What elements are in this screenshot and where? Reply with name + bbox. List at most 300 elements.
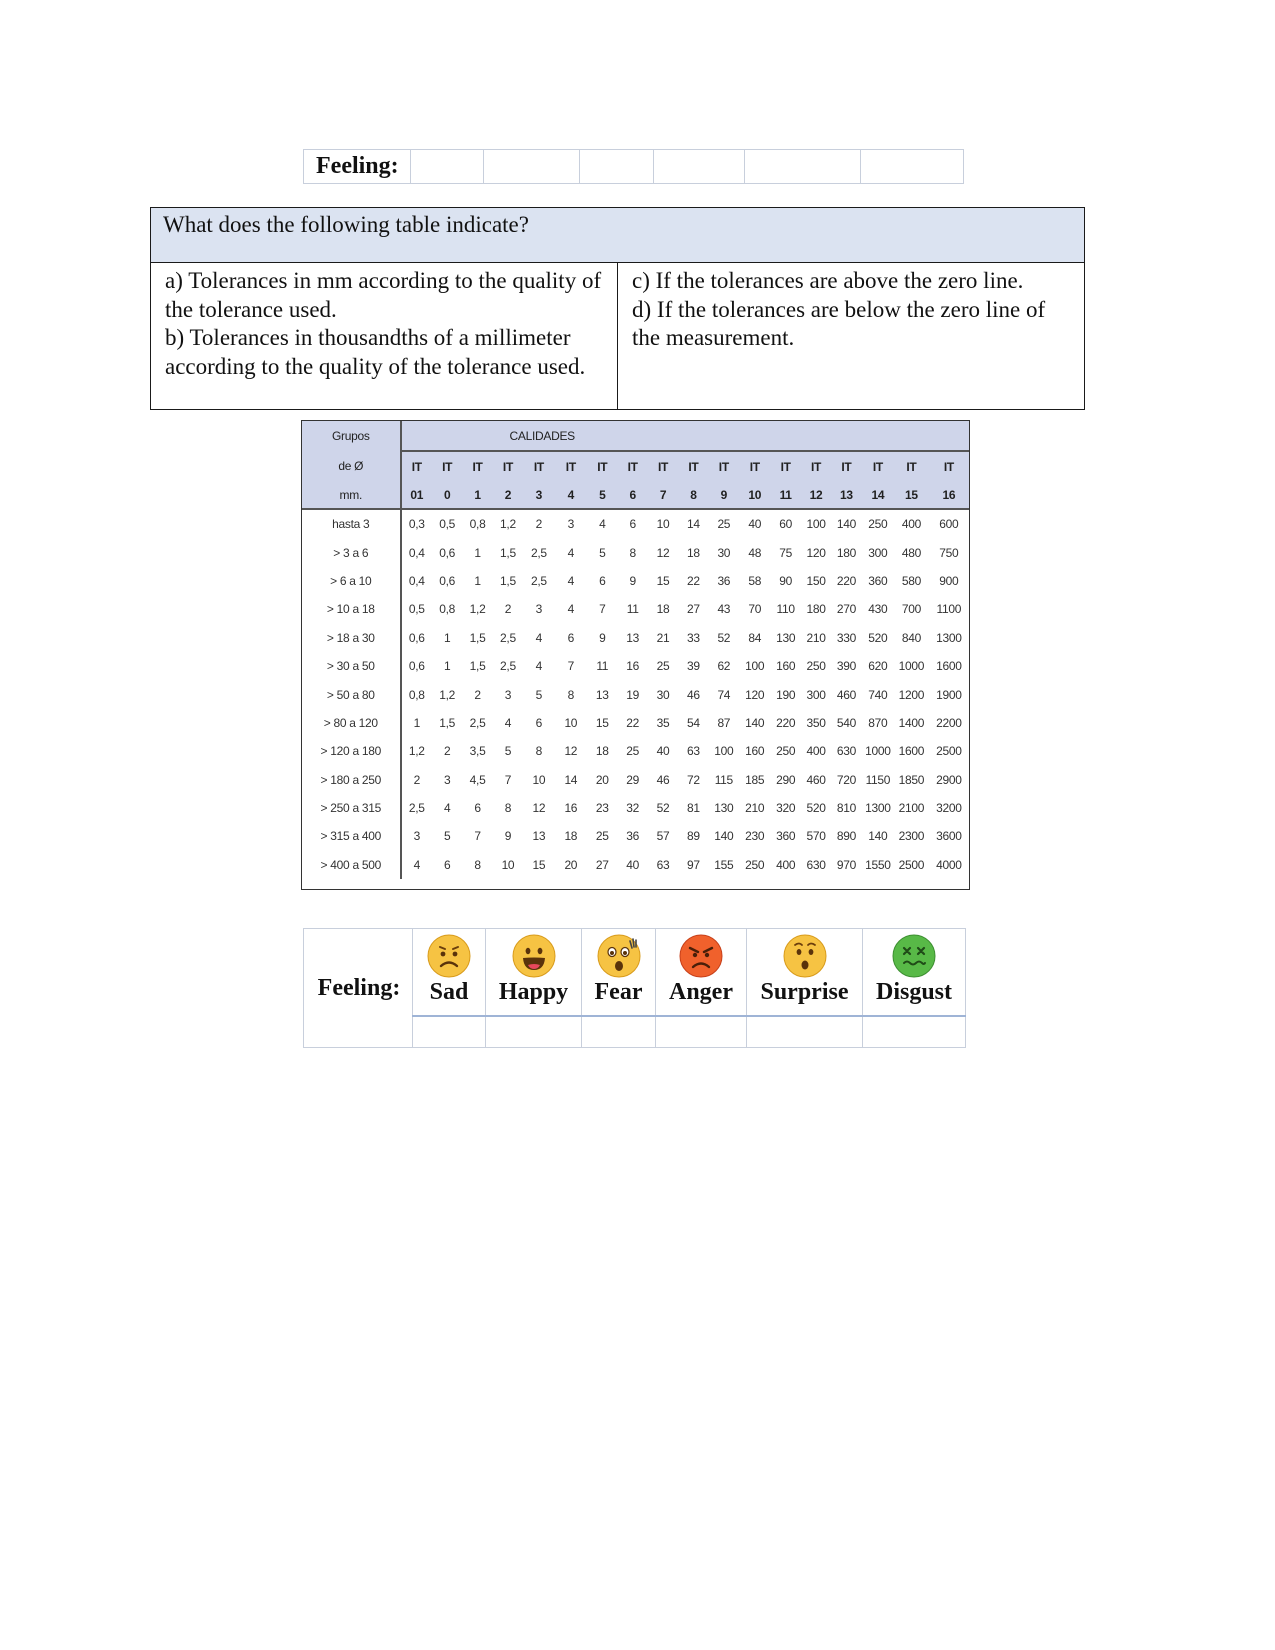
tolerance-value: 1 [443, 630, 451, 645]
grade-number: 1 [462, 481, 492, 509]
tolerance-value: 0,3 [408, 517, 425, 532]
tolerance-value: 48 [748, 545, 762, 560]
tolerance-value: 480 [901, 545, 921, 560]
feeling-answer-surprise[interactable] [747, 1016, 863, 1048]
tolerance-value: 1 [474, 573, 481, 588]
tolerance-value: 740 [868, 687, 888, 702]
tolerance-value: 5 [504, 744, 512, 759]
tolerance-value: 2,5 [500, 630, 516, 645]
tolerance-value: 220 [776, 715, 796, 730]
tolerance-value: 300 [868, 545, 888, 560]
diameter-group: > 80 a 120 [302, 709, 401, 737]
tolerance-value: 0,6 [408, 659, 425, 674]
tolerance-value: 43 [717, 602, 731, 617]
feeling-cell-fear[interactable] [580, 150, 654, 184]
tolerance-value: 25 [717, 517, 731, 532]
tolerance-value: 250 [776, 744, 796, 759]
table-row [302, 794, 969, 822]
tolerance-value: 25 [626, 744, 640, 759]
tolerance-value: 5 [599, 545, 606, 560]
tolerance-value: 120 [745, 687, 765, 702]
diameter-group: > 3 a 6 [302, 538, 401, 566]
tolerance-value: 20 [595, 772, 609, 787]
grade-number: 7 [648, 481, 678, 509]
table-row [302, 509, 969, 538]
options-right [618, 263, 1085, 410]
tolerance-value: 250 [745, 857, 765, 872]
diameter-group: > 120 a 180 [302, 737, 401, 765]
tolerance-value: 580 [901, 573, 921, 588]
emotion-label: Anger [669, 979, 733, 1005]
tolerance-value: 970 [836, 857, 856, 872]
tolerance-value: 270 [836, 602, 856, 617]
tolerance-value: 40 [748, 517, 762, 532]
tolerance-value: 0,8 [469, 517, 486, 532]
it-prefix-01: IT [401, 451, 432, 481]
tolerance-value: 46 [656, 772, 670, 787]
tolerance-value: 400 [776, 857, 796, 872]
tolerance-value: 1550 [865, 857, 891, 872]
diameter-group: > 180 a 250 [302, 766, 401, 794]
tolerance-value: 0,8 [439, 602, 456, 617]
tolerance-value: 1 [443, 659, 451, 674]
tolerance-value: 14 [687, 517, 700, 532]
feeling-cell-disgust[interactable] [861, 150, 964, 184]
table-row [302, 595, 969, 623]
tolerance-value: 12 [564, 744, 578, 759]
tolerance-value: 12 [656, 545, 670, 560]
tolerance-value: 2 [413, 772, 420, 787]
tolerance-value: 1150 [865, 772, 891, 787]
tolerance-value: 6 [629, 517, 636, 532]
tolerance-value: 2200 [936, 715, 962, 730]
tolerance-value: 25 [656, 659, 670, 674]
tolerance-value: 720 [836, 772, 856, 787]
tolerance-value: 40 [626, 857, 640, 872]
tolerance-value: 52 [656, 801, 670, 816]
tolerance-value: 520 [806, 801, 826, 816]
feeling-answer-anger[interactable] [656, 1016, 747, 1048]
tolerance-value: 4 [535, 630, 543, 645]
tolerance-value: 1400 [898, 715, 925, 730]
tolerance-value: 1,5 [469, 630, 486, 645]
tolerance-value: 0,4 [408, 573, 425, 588]
happy-face-icon [511, 933, 557, 979]
tolerance-value: 13 [626, 630, 640, 645]
tolerance-value: 27 [595, 857, 609, 872]
grade-number: 11 [770, 481, 800, 509]
tolerance-value: 130 [714, 801, 734, 816]
table-row [302, 538, 969, 566]
tolerance-value: 36 [626, 829, 640, 844]
tolerance-value: 13 [595, 687, 609, 702]
tolerance-value: 1100 [936, 602, 962, 617]
angry-face-icon [678, 933, 724, 979]
tolerance-value: 27 [687, 602, 700, 617]
tolerance-value: 0,6 [439, 573, 456, 588]
tolerance-value: 9 [629, 573, 636, 588]
group-header-line-3: mm. [302, 481, 401, 509]
tolerance-value: 2500 [936, 744, 962, 759]
tolerance-value: 9 [599, 630, 606, 645]
tolerance-value: 89 [687, 829, 700, 844]
tolerance-value: 15 [595, 715, 609, 730]
emotion-label: Fear [594, 979, 643, 1005]
tolerance-value: 400 [901, 517, 921, 532]
emotion-anger[interactable] [656, 929, 747, 1017]
tolerance-value: 30 [717, 545, 731, 560]
it-prefix-8: IT [678, 451, 708, 481]
tolerance-value: 180 [806, 602, 826, 617]
tolerance-value: 630 [806, 857, 826, 872]
tolerance-value: 1 [474, 545, 481, 560]
tolerance-value: 4 [504, 715, 512, 730]
feeling-label: Feeling: [304, 929, 413, 1048]
tolerance-value: 390 [836, 659, 856, 674]
tolerance-value: 840 [901, 630, 921, 645]
tolerance-value: 120 [806, 545, 826, 560]
diameter-group: > 30 a 50 [302, 652, 401, 680]
tolerance-value: 15 [532, 857, 546, 872]
tolerance-value: 6 [474, 801, 481, 816]
tolerance-value: 460 [806, 772, 826, 787]
tolerance-value: 22 [687, 573, 700, 588]
tolerance-value: 430 [868, 602, 888, 617]
table-row [302, 652, 969, 680]
feeling-answer-fear[interactable] [582, 1016, 656, 1048]
tolerance-value: 2 [535, 517, 543, 532]
tolerance-value: 2,5 [469, 715, 486, 730]
tolerance-value: 0,4 [408, 545, 425, 560]
tolerance-value: 12 [532, 801, 546, 816]
tolerance-value: 2100 [898, 801, 925, 816]
tolerance-value: 29 [626, 772, 640, 787]
tolerance-value: 6 [443, 857, 451, 872]
tolerance-value: 60 [779, 517, 793, 532]
grade-number: 3 [523, 481, 554, 509]
grade-number: 14 [862, 481, 894, 509]
tolerance-value: 14 [564, 772, 578, 787]
grade-number: 6 [617, 481, 647, 509]
tolerance-value: 15 [656, 573, 670, 588]
tolerance-value: 4 [535, 659, 543, 674]
tolerance-value: 360 [868, 573, 888, 588]
emotion-label: Sad [429, 979, 469, 1005]
tolerance-value: 4 [567, 545, 574, 560]
tolerance-value: 63 [656, 857, 670, 872]
tolerance-value: 4,5 [469, 772, 486, 787]
grade-number: 2 [493, 481, 523, 509]
tolerance-value: 57 [656, 829, 670, 844]
it-prefix-14: IT [862, 451, 894, 481]
tolerance-value: 160 [745, 744, 765, 759]
tolerance-value: 10 [501, 857, 515, 872]
tolerance-value: 210 [806, 630, 826, 645]
option-d[interactable]: d) If the tolerances are below the zero line of the measurement. [632, 296, 1046, 350]
tolerance-value: 300 [806, 687, 826, 702]
tolerance-value: 100 [806, 517, 826, 532]
it-prefix-5: IT [587, 451, 617, 481]
tolerance-value: 190 [776, 687, 796, 702]
tolerance-value: 6 [535, 715, 543, 730]
tolerance-value: 3 [443, 772, 451, 787]
diameter-group: > 10 a 18 [302, 595, 401, 623]
option-c[interactable]: c) If the tolerances are above the zero line. [632, 268, 1024, 293]
tolerance-value: 2 [474, 687, 481, 702]
tolerance-value: 63 [687, 744, 700, 759]
tolerance-value: 5 [535, 687, 543, 702]
tolerance-value: 16 [564, 801, 578, 816]
emotion-sad[interactable] [413, 929, 486, 1017]
tolerance-value: 52 [717, 630, 731, 645]
tolerance-value: 630 [836, 744, 856, 759]
tolerance-value: 40 [656, 744, 670, 759]
group-header-line-1: Grupos [302, 421, 401, 451]
grade-number: 16 [929, 481, 969, 509]
it-prefix-1: IT [462, 451, 492, 481]
tolerance-value: 75 [779, 545, 793, 560]
tolerance-value: 2,5 [530, 545, 547, 560]
emotion-surprise[interactable] [747, 929, 863, 1017]
tolerance-value: 4 [599, 517, 606, 532]
tolerance-value: 1,5 [500, 545, 516, 560]
tolerance-value: 155 [714, 857, 734, 872]
tolerance-value: 185 [745, 772, 765, 787]
tolerance-value: 10 [532, 772, 546, 787]
tolerance-value: 7 [504, 772, 512, 787]
option-b[interactable]: b) Tolerances in thousandths of a millimeter according to the quality of the tolerance used. [165, 325, 586, 379]
tolerance-value: 2 [443, 744, 451, 759]
tolerance-value: 1900 [936, 687, 962, 702]
tolerance-value: 6 [599, 573, 606, 588]
diameter-group: > 18 a 30 [302, 624, 401, 652]
tolerance-value: 20 [564, 857, 578, 872]
tolerance-value: 100 [714, 744, 734, 759]
tolerance-value: 16 [626, 659, 640, 674]
tolerance-value: 2,5 [530, 573, 547, 588]
feeling-row-top [303, 149, 964, 184]
tolerance-value: 18 [687, 545, 700, 560]
tolerance-value: 8 [504, 801, 512, 816]
grade-number: 5 [587, 481, 617, 509]
tolerance-value: 870 [868, 715, 888, 730]
grade-number: 9 [709, 481, 739, 509]
tolerance-value: 400 [806, 744, 826, 759]
group-header-line-2: de Ø [302, 451, 401, 481]
it-prefix-7: IT [648, 451, 678, 481]
tolerance-value: 360 [776, 829, 796, 844]
tolerance-value: 4 [567, 573, 574, 588]
tolerance-value: 140 [868, 829, 888, 844]
tolerance-value: 18 [564, 829, 578, 844]
it-prefix-0: IT [432, 451, 462, 481]
tolerance-value: 130 [776, 630, 796, 645]
diameter-group: > 315 a 400 [302, 822, 401, 850]
feeling-row-bottom [303, 928, 966, 1048]
tolerance-value: 13 [532, 829, 546, 844]
tolerance-value: 7 [567, 659, 574, 674]
tolerance-value: 3 [535, 602, 543, 617]
emotion-fear[interactable] [582, 929, 656, 1017]
tolerance-value: 2 [504, 602, 512, 617]
tolerance-value: 540 [836, 715, 856, 730]
grade-number: 12 [801, 481, 831, 509]
tolerance-value: 3 [413, 829, 420, 844]
tolerance-value: 1,5 [500, 573, 516, 588]
tolerance-value: 74 [717, 687, 731, 702]
tolerance-value: 32 [626, 801, 640, 816]
table-row [302, 822, 969, 850]
table-row [302, 624, 969, 652]
tolerance-value: 1850 [898, 772, 925, 787]
emotion-label: Happy [498, 979, 569, 1005]
surprised-face-icon [782, 933, 828, 979]
feeling-cell-anger[interactable] [654, 150, 745, 184]
it-prefix-16: IT [929, 451, 969, 481]
tolerance-value: 72 [687, 772, 700, 787]
tolerance-value: 1,2 [469, 602, 486, 617]
tolerance-value: 140 [714, 829, 734, 844]
it-prefix-4: IT [555, 451, 587, 481]
tolerance-value: 0,8 [408, 687, 425, 702]
tolerance-value: 115 [714, 772, 733, 787]
tolerance-value: 0,6 [439, 545, 456, 560]
grade-number: 8 [678, 481, 708, 509]
tolerance-value: 8 [535, 744, 543, 759]
it-prefix-6: IT [617, 451, 647, 481]
tolerance-value: 87 [717, 715, 731, 730]
tolerance-table [302, 421, 969, 879]
tolerance-value: 0,6 [408, 630, 425, 645]
tolerance-value: 33 [687, 630, 700, 645]
tolerance-value: 100 [745, 659, 765, 674]
feeling-answer-sad[interactable] [413, 1016, 486, 1048]
table-row [302, 709, 969, 737]
diameter-group: hasta 3 [302, 509, 401, 538]
tolerance-value: 5 [443, 829, 451, 844]
tolerance-value: 890 [836, 829, 856, 844]
grade-number: 01 [401, 481, 432, 509]
emotion-label: Disgust [875, 979, 953, 1005]
table-row [302, 737, 969, 765]
tolerance-value: 4000 [936, 857, 962, 872]
options-left [151, 263, 618, 410]
it-prefix-2: IT [493, 451, 523, 481]
grade-number: 4 [555, 481, 587, 509]
grade-number: 0 [432, 481, 462, 509]
nauseated-face-icon [891, 933, 937, 979]
it-prefix-10: IT [739, 451, 770, 481]
it-prefix-11: IT [770, 451, 800, 481]
tolerance-value: 8 [567, 687, 574, 702]
tolerance-value: 4 [443, 801, 451, 816]
tolerance-value: 320 [776, 801, 796, 816]
tolerance-value: 2500 [898, 857, 925, 872]
tolerance-value: 10 [564, 715, 578, 730]
tolerance-value: 230 [745, 829, 765, 844]
tolerance-value: 6 [567, 630, 574, 645]
diameter-group: > 400 a 500 [302, 851, 401, 879]
tolerance-value: 290 [776, 772, 796, 787]
table-row [302, 851, 969, 879]
grade-number: 13 [831, 481, 861, 509]
tolerance-value: 11 [626, 602, 639, 617]
tolerance-value: 2,5 [500, 659, 516, 674]
diameter-group: > 250 a 315 [302, 794, 401, 822]
tolerance-value: 150 [806, 573, 826, 588]
tolerance-value: 46 [687, 687, 700, 702]
table-row [302, 567, 969, 595]
grade-number: 10 [739, 481, 770, 509]
tolerance-value: 0,5 [408, 602, 425, 617]
emotion-label: Surprise [760, 979, 849, 1005]
tolerance-value: 250 [868, 517, 888, 532]
tolerance-table-figure [301, 420, 970, 890]
tolerance-value: 21 [656, 630, 670, 645]
tolerance-value: 140 [836, 517, 856, 532]
tolerance-value: 4 [567, 602, 574, 617]
it-prefix-9: IT [709, 451, 739, 481]
tolerance-value: 250 [806, 659, 826, 674]
feeling-answer-happy[interactable] [486, 1016, 582, 1048]
tolerance-value: 97 [687, 857, 700, 872]
option-a[interactable]: a) Tolerances in mm according to the quality of the tolerance used. [165, 268, 602, 322]
tolerance-value: 350 [806, 715, 826, 730]
tolerance-value: 10 [656, 517, 670, 532]
tolerance-value: 160 [776, 659, 796, 674]
emotion-disgust[interactable] [863, 929, 966, 1017]
tolerance-value: 3600 [936, 829, 962, 844]
tolerance-value: 2900 [936, 772, 962, 787]
tolerance-value: 140 [745, 715, 765, 730]
it-prefix-13: IT [831, 451, 861, 481]
tolerance-value: 19 [626, 687, 640, 702]
tolerance-value: 1200 [898, 687, 925, 702]
tolerance-value: 39 [687, 659, 700, 674]
tolerance-value: 520 [868, 630, 888, 645]
tolerance-value: 1000 [865, 744, 891, 759]
tolerance-value: 9 [504, 829, 512, 844]
feeling-cell-sad[interactable] [411, 150, 484, 184]
fear-face-icon [596, 933, 642, 979]
tolerance-value: 36 [717, 573, 731, 588]
tolerance-value: 1,2 [439, 687, 456, 702]
feeling-cell-happy[interactable] [484, 150, 580, 184]
tolerance-value: 70 [748, 602, 762, 617]
tolerance-value: 1,5 [439, 715, 456, 730]
it-prefix-3: IT [523, 451, 554, 481]
tolerance-value: 210 [745, 801, 765, 816]
emotion-happy[interactable] [486, 929, 582, 1017]
tolerance-value: 8 [629, 545, 636, 560]
tolerance-value: 700 [901, 602, 921, 617]
tolerance-value: 1600 [936, 659, 962, 674]
feeling-cell-surprise[interactable] [745, 150, 861, 184]
qualities-title: CALIDADES [401, 421, 969, 451]
tolerance-value: 7 [599, 602, 606, 617]
tolerance-value: 0,5 [439, 517, 456, 532]
tolerance-value: 18 [656, 602, 670, 617]
tolerance-value: 460 [836, 687, 856, 702]
tolerance-value: 2,5 [408, 801, 425, 816]
tolerance-value: 3 [504, 687, 512, 702]
tolerance-value: 58 [748, 573, 762, 588]
table-row [302, 680, 969, 708]
tolerance-value: 1000 [898, 659, 925, 674]
tolerance-value: 62 [717, 659, 731, 674]
question-box [150, 207, 1085, 410]
feeling-answer-disgust[interactable] [863, 1016, 966, 1048]
